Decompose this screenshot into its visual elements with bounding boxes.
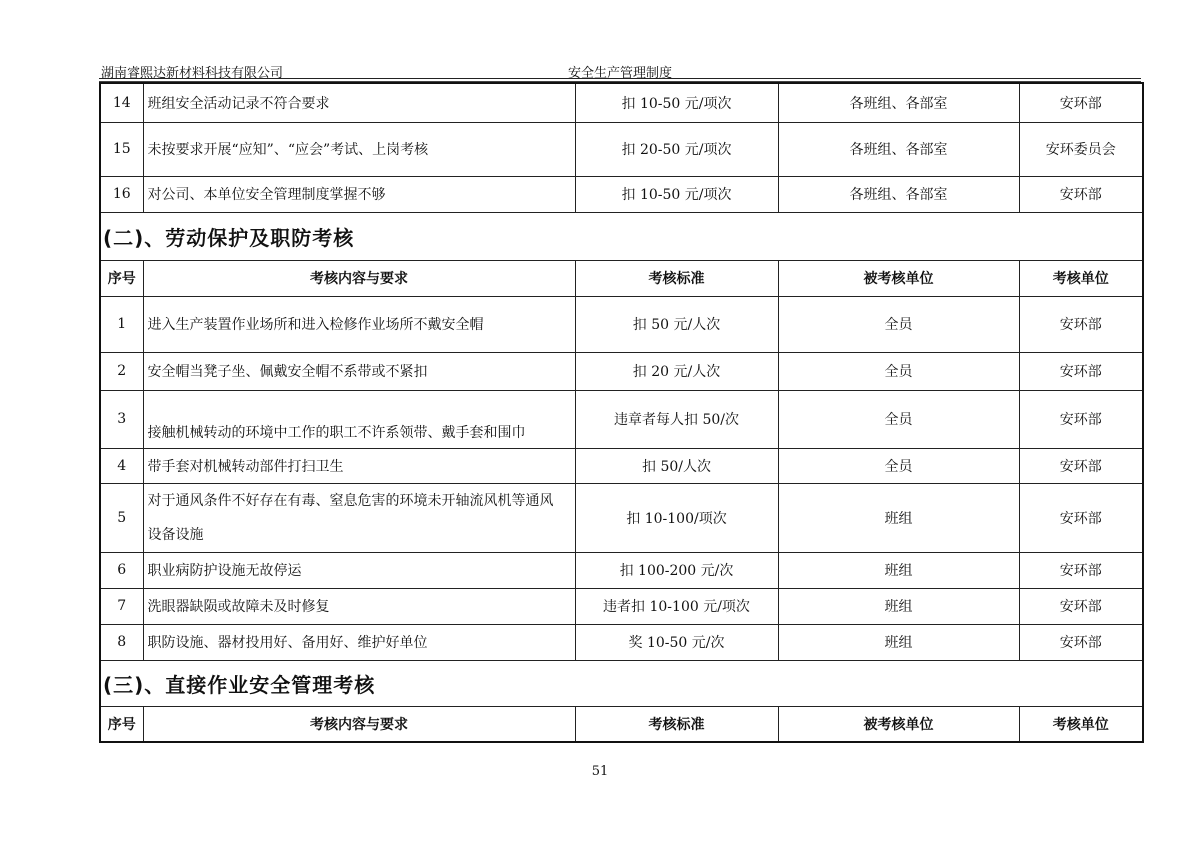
row-assessor: 安环部 xyxy=(1019,176,1143,212)
row-content: 职业病防护设施无故停运 xyxy=(143,552,575,588)
row-standard: 奖 10-50 元/次 xyxy=(575,624,778,660)
row-assessor: 安环部 xyxy=(1019,624,1143,660)
row-content-line: 设备设施 xyxy=(147,526,204,543)
row-target: 各班组、各部室 xyxy=(778,122,1019,176)
row-content: 接触机械转动的环境中工作的职工不许系领带、戴手套和围巾 xyxy=(143,390,575,448)
assessment-table xyxy=(99,82,1144,743)
row-number: 7 xyxy=(100,588,143,624)
row-standard: 扣 10-100/项次 xyxy=(575,483,778,552)
row-content: 对公司、本单位安全管理制度掌握不够 xyxy=(143,176,575,212)
row-standard: 扣 100-200 元/次 xyxy=(575,552,778,588)
row-number: 5 xyxy=(100,483,143,552)
table-row xyxy=(100,176,1143,212)
header-number: 序号 xyxy=(100,706,143,742)
row-content: 带手套对机械转动部件打扫卫生 xyxy=(143,448,575,483)
row-number: 8 xyxy=(100,624,143,660)
header-number: 序号 xyxy=(100,260,143,296)
row-target: 全员 xyxy=(778,352,1019,390)
row-assessor: 安环部 xyxy=(1019,588,1143,624)
table-header-row xyxy=(100,706,1143,742)
row-standard: 扣 50/人次 xyxy=(575,448,778,483)
table-row xyxy=(100,296,1143,352)
row-standard: 扣 10-50 元/项次 xyxy=(575,83,778,122)
table-row xyxy=(100,390,1143,448)
row-target: 班组 xyxy=(778,483,1019,552)
row-number: 4 xyxy=(100,448,143,483)
row-number: 1 xyxy=(100,296,143,352)
header-assessor: 考核单位 xyxy=(1019,260,1143,296)
table-row xyxy=(100,83,1143,122)
row-standard: 扣 10-50 元/项次 xyxy=(575,176,778,212)
row-number: 15 xyxy=(100,122,143,176)
row-content: 未按要求开展“应知”、“应会”考试、上岗考核 xyxy=(143,122,575,176)
table-row xyxy=(100,588,1143,624)
row-number: 2 xyxy=(100,352,143,390)
row-content: 班组安全活动记录不符合要求 xyxy=(143,83,575,122)
section-heading-row xyxy=(100,660,1143,706)
row-standard: 扣 20-50 元/项次 xyxy=(575,122,778,176)
row-assessor: 安环部 xyxy=(1019,352,1143,390)
row-standard: 扣 20 元/人次 xyxy=(575,352,778,390)
table-row xyxy=(100,352,1143,390)
row-assessor: 安环部 xyxy=(1019,390,1143,448)
section-2-title: (二)、劳动保护及职防考核 xyxy=(100,212,1143,260)
table-row xyxy=(100,552,1143,588)
row-content-line: 对于通风条件不好存在有毒、窒息危害的环境未开轴流风机等通风 xyxy=(147,492,554,509)
row-assessor: 安环部 xyxy=(1019,552,1143,588)
header-rule xyxy=(99,78,1141,79)
row-target: 班组 xyxy=(778,552,1019,588)
table-row xyxy=(100,448,1143,483)
row-content: 安全帽当凳子坐、佩戴安全帽不系带或不紧扣 xyxy=(143,352,575,390)
row-target: 班组 xyxy=(778,588,1019,624)
section-3-title: (三)、直接作业安全管理考核 xyxy=(100,660,1143,706)
row-standard: 扣 50 元/人次 xyxy=(575,296,778,352)
row-standard: 违者扣 10-100 元/项次 xyxy=(575,588,778,624)
row-standard: 违章者每人扣 50/次 xyxy=(575,390,778,448)
header-content: 考核内容与要求 xyxy=(143,260,575,296)
table-header-row xyxy=(100,260,1143,296)
row-target: 各班组、各部室 xyxy=(778,176,1019,212)
row-number: 6 xyxy=(100,552,143,588)
company-name: 湖南睿熙达新材料科技有限公司 xyxy=(101,66,284,81)
section-heading-row xyxy=(100,212,1143,260)
row-target: 班组 xyxy=(778,624,1019,660)
row-content: 职防设施、器材投用好、备用好、维护好单位 xyxy=(143,624,575,660)
document-title: 安全生产管理制度 xyxy=(568,66,673,81)
header-target: 被考核单位 xyxy=(778,260,1019,296)
row-number: 14 xyxy=(100,83,143,122)
row-assessor: 安环部 xyxy=(1019,448,1143,483)
row-content xyxy=(143,483,575,552)
row-target: 全员 xyxy=(778,296,1019,352)
row-assessor: 安环部 xyxy=(1019,83,1143,122)
header-standard: 考核标准 xyxy=(575,260,778,296)
row-assessor: 安环部 xyxy=(1019,483,1143,552)
page-number: 51 xyxy=(591,764,609,779)
row-target: 全员 xyxy=(778,390,1019,448)
table-row xyxy=(100,122,1143,176)
header-content: 考核内容与要求 xyxy=(143,706,575,742)
row-target: 各班组、各部室 xyxy=(778,83,1019,122)
header-standard: 考核标准 xyxy=(575,706,778,742)
header-target: 被考核单位 xyxy=(778,706,1019,742)
table-row xyxy=(100,483,1143,552)
row-target: 全员 xyxy=(778,448,1019,483)
row-number: 16 xyxy=(100,176,143,212)
row-content: 进入生产装置作业场所和进入检修作业场所不戴安全帽 xyxy=(143,296,575,352)
header-assessor: 考核单位 xyxy=(1019,706,1143,742)
row-assessor: 安环部 xyxy=(1019,296,1143,352)
row-assessor: 安环委员会 xyxy=(1019,122,1143,176)
table-row xyxy=(100,624,1143,660)
row-number: 3 xyxy=(100,390,143,448)
row-content: 洗眼器缺陨或故障未及时修复 xyxy=(143,588,575,624)
